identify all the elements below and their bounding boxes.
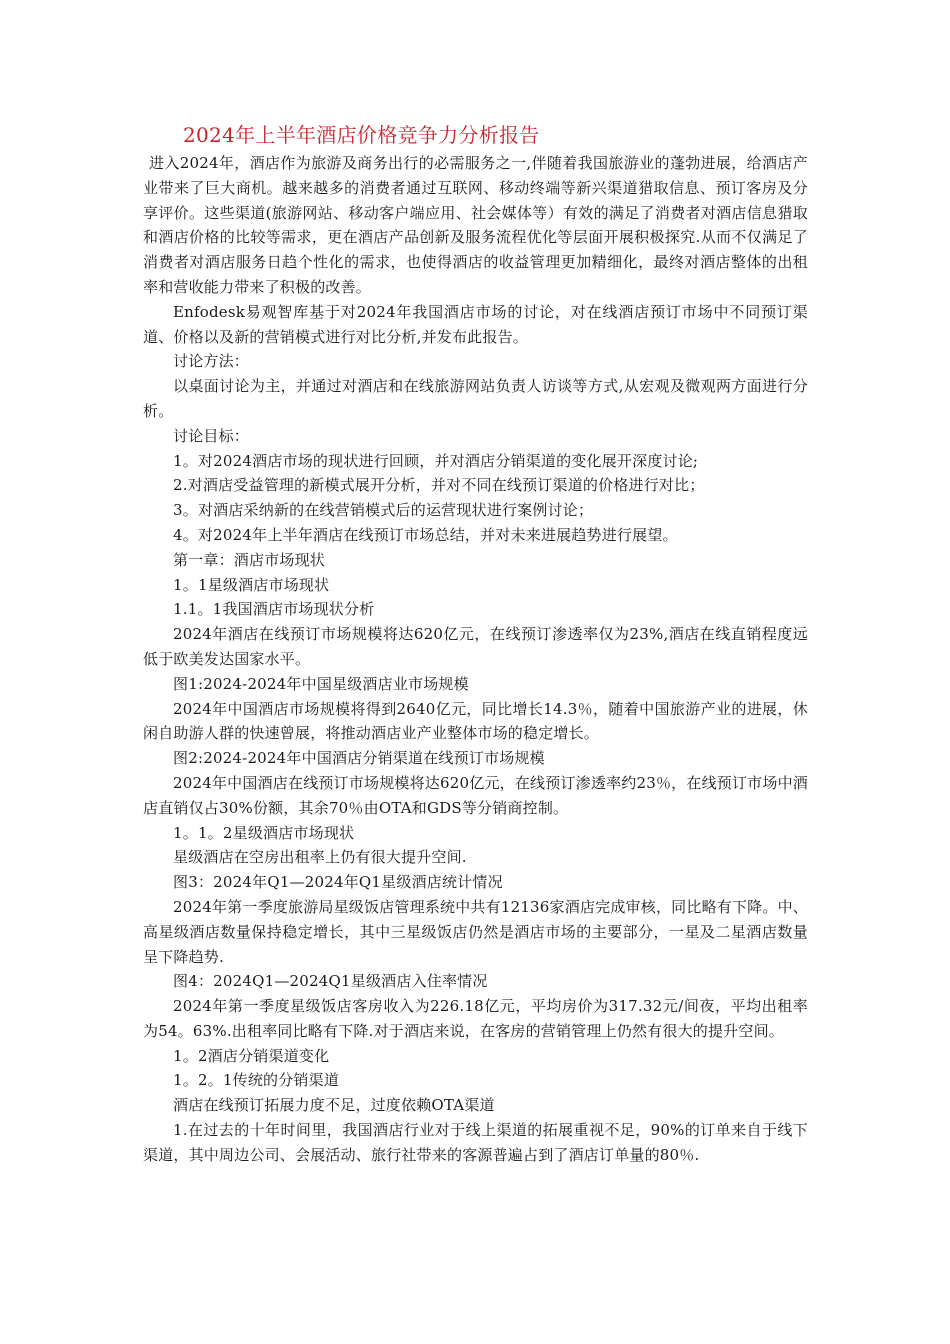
- paragraph: 2024年中国酒店在线预订市场规模将达620亿元，在线预订渗透率约23％，在线预订市场中酒店直销仅占30%份额，其余70％由OTA和GDS等分销商控制。: [143, 773, 808, 817]
- subsection-heading: 1。2。1传统的分销渠道: [173, 1071, 340, 1090]
- subsection-heading: 1.1。1我国酒店市场现状分析: [173, 600, 375, 619]
- section-label: 讨论方法：: [173, 352, 250, 371]
- document-title: 2024年上半年酒店价格竞争力分析报告: [183, 123, 540, 147]
- paragraph: 酒店在线预订拓展力度不足，过度依赖OTA渠道: [173, 1096, 495, 1115]
- list-item: 1。对2024酒店市场的现状进行回顾，并对酒店分销渠道的变化展开深度讨论;: [173, 451, 699, 470]
- list-item: 2.对酒店受益管理的新模式展开分析，并对不同在线预订渠道的价格进行对比；: [173, 476, 705, 495]
- paragraph: 1.在过去的十年时间里，我国酒店行业对于线上渠道的拓展重视不足，90%的订单来自于线下渠道，其中周边公司、会展活动、旅行社带来的客源普遍占到了酒店订单量的80％.: [143, 1121, 808, 1164]
- subsection-heading: 1。1。2星级酒店市场现状: [173, 823, 355, 842]
- section-label: 讨论目标：: [173, 426, 250, 445]
- paragraph: Enfodesk易观智库基于对2024年我国酒店市场的讨论，对在线酒店预订市场中不同预订渠道、价格以及新的营销模式进行对比分析,并发布此报告。: [143, 302, 808, 346]
- document-page: [143, 120, 808, 1168]
- paragraph: 进入2024年，酒店作为旅游及商务出行的必需服务之一,伴随着我国旅游业的蓬勃进展，给酒店产业带来了巨大商机。越来越多的消费者通过互联网、移动终端等新兴渠道猎取信息、预订客房及分享评价。这些渠道(旅游网站、移动客户端应用、社会媒体等）有效的满足了消费者对酒店信息猎取和酒店价格的比较等需求，更在酒店产品创新及服务流程优化等层面开展积极探究.从而不仅满足了消费者对酒店服务日趋个性化的需求，也使得酒店的收益管理更加精细化，最终对酒店整体的出租率和营收能力带来了积极的改善。: [143, 154, 808, 296]
- paragraph: 2024年第一季度旅游局星级饭店管理系统中共有12136家酒店完成审核，同比略有下降。中、高星级酒店数量保持稳定增长，其中三星级饭店仍然是酒店市场的主要部分，一星及二星酒店数量呈下降趋势.: [143, 897, 808, 966]
- figure-caption: 图1:2024-2024年中国星级酒店业市场规模: [173, 674, 469, 693]
- list-item: 4。对2024年上半年酒店在线预订市场总结，并对未来进展趋势进行展望。: [173, 525, 678, 544]
- section-heading: 1。1星级酒店市场现状: [173, 575, 330, 594]
- paragraph: 以桌面讨论为主，并通过对酒店和在线旅游网站负责人访谈等方式,从宏观及微观两方面进行分析。: [143, 377, 808, 420]
- paragraph: 2024年酒店在线预订市场规模将达620亿元，在线预订渗透率仅为23%,酒店在线直销程度远低于欧美发达国家水平。: [143, 625, 808, 668]
- paragraph: 2024年第一季度星级饭店客房收入为226.18亿元，平均房价为317.32元/间夜，平均出租率为54。63%.出租率同比略有下降.对于酒店来说，在客房的营销管理上仍然有很大的提升空间。: [143, 997, 808, 1040]
- paragraph: 星级酒店在空房出租率上仍有很大提升空间.: [173, 848, 467, 867]
- chapter-heading: 第一章：酒店市场现状: [173, 550, 326, 569]
- list-item: 3。对酒店采纳新的在线营销模式后的运营现状进行案例讨论；: [173, 501, 594, 520]
- figure-caption: 图4：2024Q1—2024Q1星级酒店入住率情况: [173, 972, 488, 991]
- section-heading: 1。2酒店分销渠道变化: [173, 1046, 330, 1065]
- figure-caption: 图3：2024年Q1—2024年Q1星级酒店统计情况: [173, 873, 503, 892]
- paragraph: 2024年中国酒店市场规模将得到2640亿元，同比增长14.3％，随着中国旅游产业的进展，休闲自助游人群的快速曾展，将推动酒店业产业整体市场的稳定增长。: [143, 699, 808, 743]
- figure-caption: 图2:2024-2024年中国酒店分销渠道在线预订市场规模: [173, 749, 545, 768]
